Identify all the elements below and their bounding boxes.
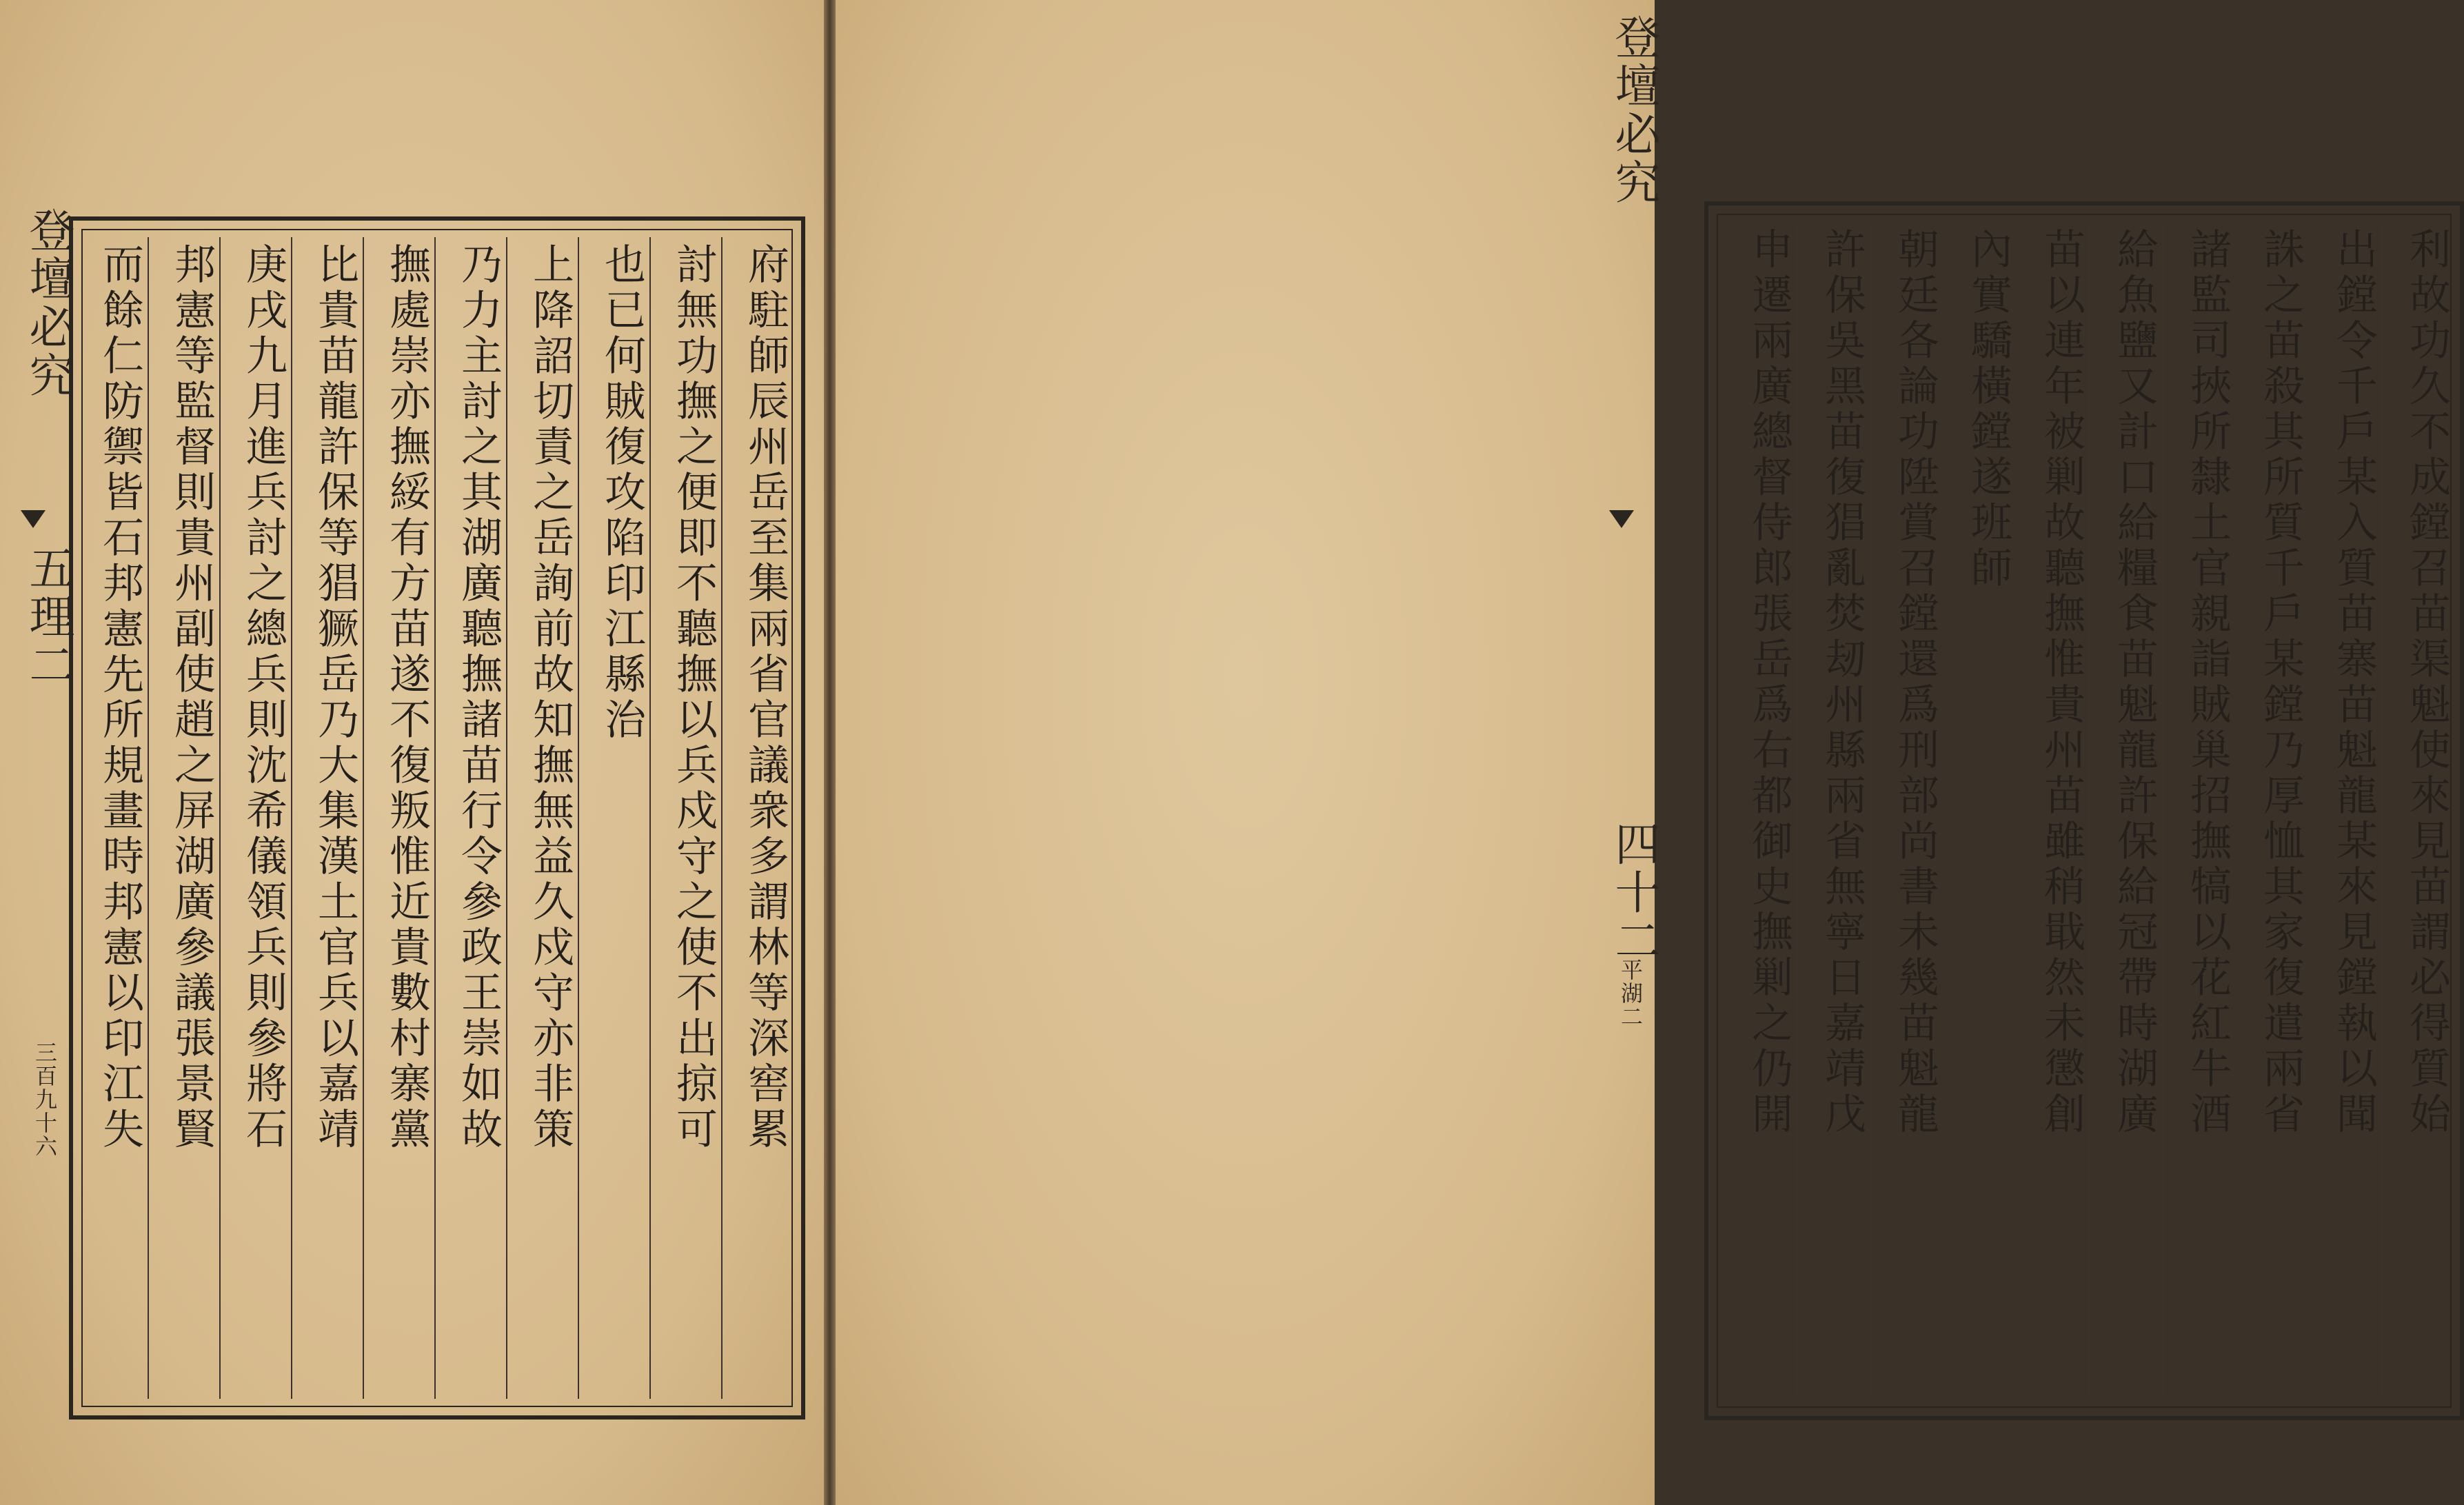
text-column: 利故功久不成鏜召苗渠魁使來見苗謂必得質始 (2381, 222, 2454, 1400)
text-column: 撫處崇亦撫綏有方苗遂不復叛惟近貴數村寨黨 (363, 237, 434, 1399)
book-page-recto (836, 0, 2451, 1505)
text-column: 府駐師辰州岳至集兩省官議衆多謂林等深窖累 (721, 237, 793, 1399)
text-column: 諸監司挾所隸土官親詣賊巢招撫犒以花紅牛酒 (2162, 222, 2235, 1400)
text-column: 申遷兩廣總督侍郎張岳爲右都御史撫剿之仍開 (1745, 228, 1793, 1138)
text-column: 朝廷各論功陞賞召鏜還爲刑部尚書未幾苗魁龍 (1870, 222, 1943, 1400)
text-column: 比貴苗龍許保等猖獗岳乃大集漢土官兵以嘉靖 (291, 237, 363, 1399)
text-column: 內實驕橫鏜遂班師 (1943, 222, 2016, 1400)
text-column: 也已何賊復攻陷印江縣治 (578, 237, 649, 1399)
margin-page-number: 三百九十六 (32, 1041, 58, 1158)
margin-section-title: 平湖二 (1617, 958, 1644, 1029)
text-column: 許保吳黑苗復猖亂焚刼州縣兩省無寧日嘉靖戊 (1797, 222, 1870, 1400)
margin-section-title: 五理二 (21, 545, 74, 689)
fishtail-mark (21, 510, 46, 528)
text-column: 出鏜令千戶某入質苗寨苗魁龍某來見鏜執以聞 (2308, 222, 2381, 1400)
text-column: 誅之苗殺其所質千戶某鏜乃厚恤其家復遣兩省 (2235, 222, 2308, 1400)
text-column: 邦憲等監督則貴州副使趙之屏湖廣參議張景賢 (148, 237, 219, 1399)
fishtail-mark (1609, 510, 1634, 528)
text-frame (1704, 201, 2464, 1420)
text-column: 討無功撫之便即不聽撫以兵戍守之使不出掠可 (649, 237, 721, 1399)
text-frame (69, 216, 805, 1420)
book-spine (824, 0, 836, 1505)
book-page-verso (0, 0, 824, 1505)
text-column: 而餘仁防禦皆石邦憲先所規畫時邦憲以印江失 (96, 243, 144, 1153)
text-column: 乃力主討之其湖廣聽撫諸苗行令參政王崇如故 (434, 237, 506, 1399)
margin-book-title: 登壇必究 (1607, 14, 1660, 207)
margin-leaf-number: 四十二 (1607, 820, 1660, 965)
text-column: 給魚鹽又計口給糧食苗魁龍許保給冠帶時湖廣 (2089, 222, 2162, 1400)
margin-book-title: 登壇必究 (21, 207, 74, 400)
text-column: 上降詔切責之岳詢前故知撫無益久戍守亦非策 (506, 237, 578, 1399)
text-column: 苗以連年被剿故聽撫惟貴州苗雖稍戢然未懲創 (2016, 222, 2089, 1400)
text-column: 庚戌九月進兵討之總兵則沈希儀領兵則參將石 (219, 237, 291, 1399)
